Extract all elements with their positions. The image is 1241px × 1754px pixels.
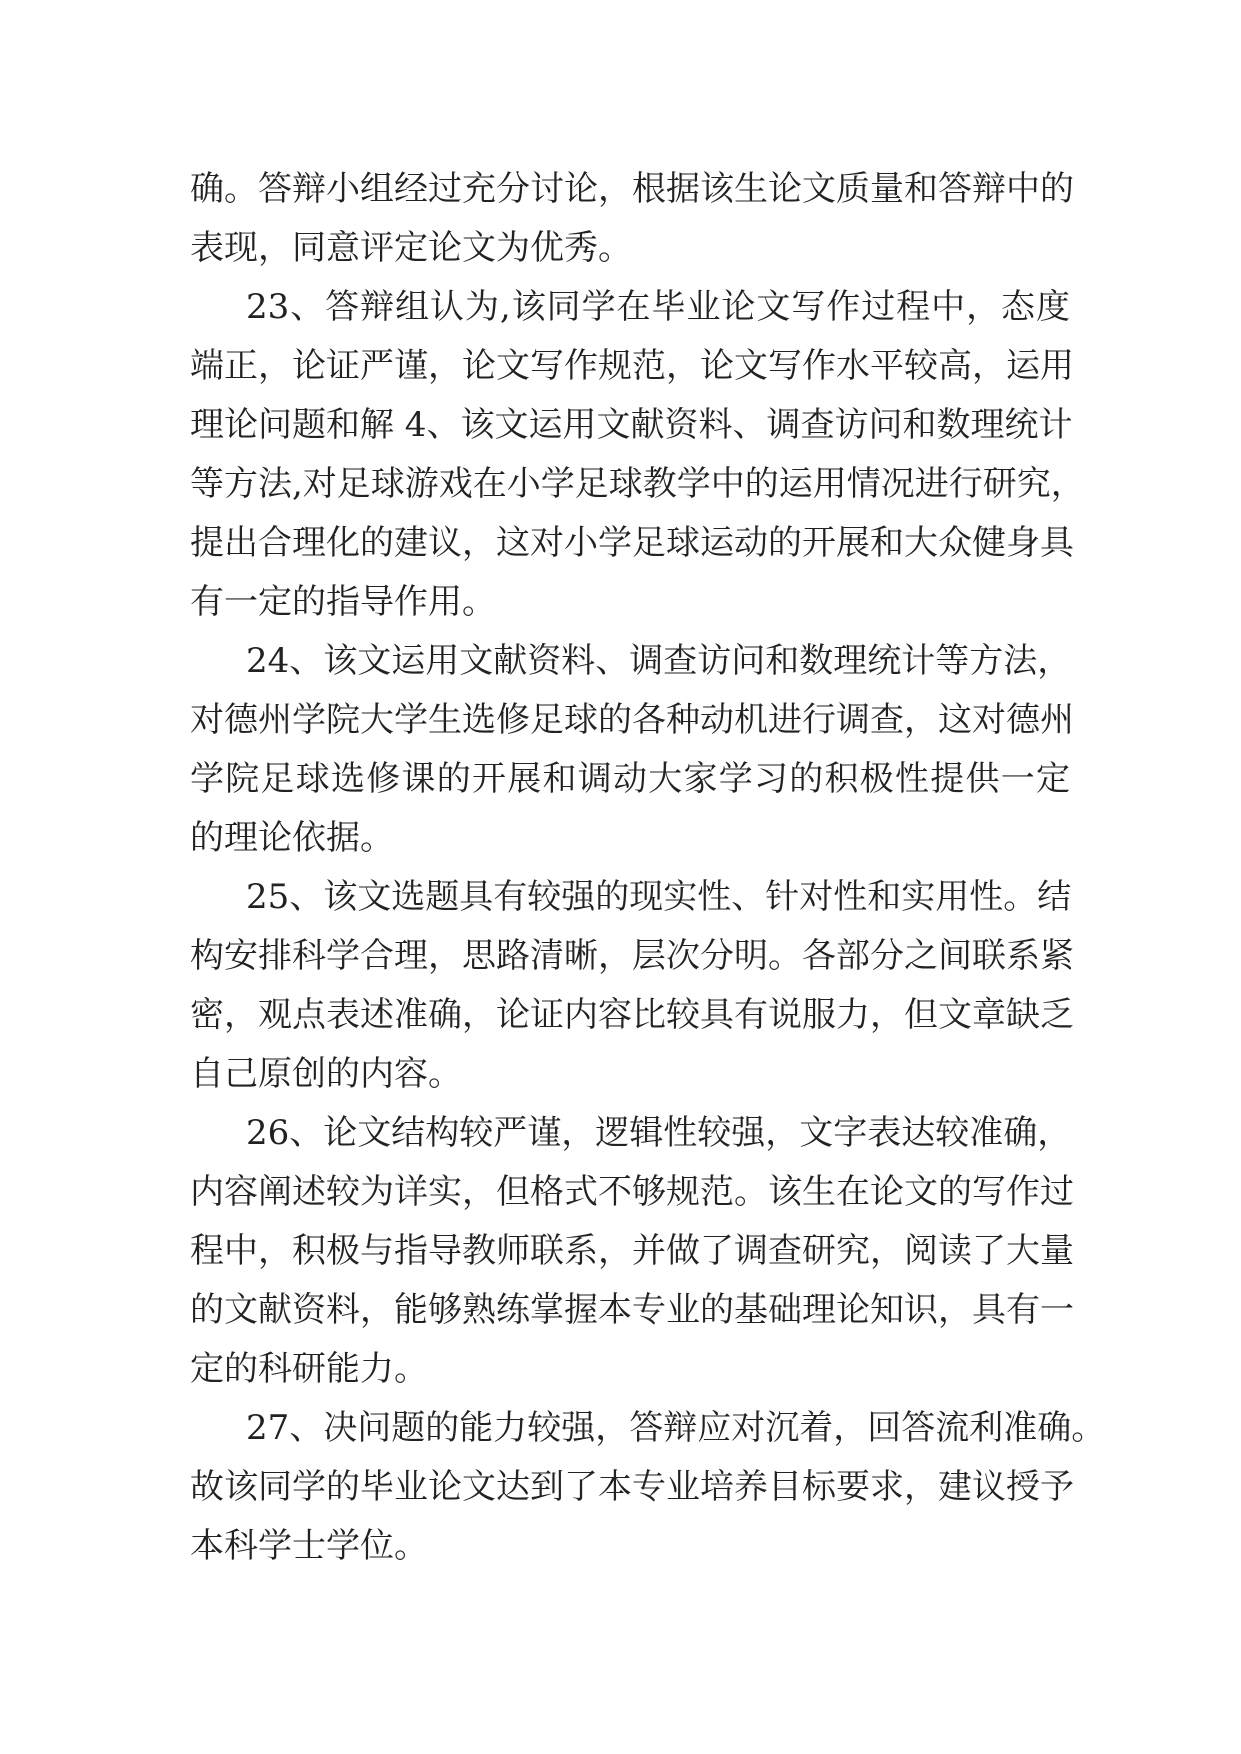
text-line: 确。答辩小组经过充分讨论，根据该生论文质量和答辩中的: [190, 169, 1074, 209]
text-line: 对德州学院大学生选修足球的各种动机进行调查，这对德州: [190, 700, 1074, 740]
text-line: 有一定的指导作用。: [190, 582, 496, 622]
text-line: 的文献资料，能够熟练掌握本专业的基础理论知识，具有一: [190, 1290, 1074, 1330]
text-line: 等方法,对足球游戏在小学足球教学中的运用情况进行研究，: [190, 464, 1085, 504]
paragraph-27: [190, 1399, 1106, 1576]
text-line: 自己原创的内容。: [190, 1054, 462, 1094]
text-line: 密，观点表述准确，论证内容比较具有说服力，但文章缺乏: [190, 995, 1074, 1035]
paragraph-26: [190, 1104, 1074, 1399]
text-line: 27、决问题的能力较强，答辩应对沉着，回答流利准确。: [246, 1408, 1106, 1448]
paragraph-23: [190, 278, 1085, 632]
text-line: 故该同学的毕业论文达到了本专业培养目标要求，建议授予: [190, 1467, 1074, 1507]
text-line: 端正，论证严谨，论文写作规范，论文写作水平较高，运用: [190, 346, 1074, 386]
text-line: 学院足球选修课的开展和调动大家学习的积极性提供一定: [190, 759, 1070, 799]
text-line: 25、该文选题具有较强的现实性、针对性和实用性。结: [246, 877, 1072, 917]
text-line: 定的科研能力。: [190, 1349, 428, 1389]
text-line: 理论问题和解 4、该文运用文献资料、调查访问和数理统计: [190, 405, 1073, 445]
text-line: 表现，同意评定论文为优秀。: [190, 228, 632, 268]
text-line: 程中，积极与指导教师联系，并做了调查研究，阅读了大量: [190, 1231, 1074, 1271]
text-line: 内容阐述较为详实，但格式不够规范。该生在论文的写作过: [190, 1172, 1074, 1212]
text-line: 24、该文运用文献资料、调查访问和数理统计等方法，: [246, 641, 1072, 681]
text-line: 26、论文结构较严谨，逻辑性较强，文字表达较准确，: [246, 1113, 1072, 1153]
paragraph-25: [190, 868, 1074, 1104]
paragraph-1: [190, 160, 1074, 278]
text-line: 的理论依据。: [190, 818, 394, 858]
text-line: 构安排科学合理，思路清晰，层次分明。各部分之间联系紧: [190, 936, 1074, 976]
paragraph-24: [190, 632, 1074, 868]
text-line: 提出合理化的建议，这对小学足球运动的开展和大众健身具: [190, 523, 1074, 563]
document-body: [190, 160, 1106, 1576]
text-line: 本科学士学位。: [190, 1526, 428, 1566]
text-line: 23、答辩组认为,该同学在毕业论文写作过程中，态度: [246, 287, 1070, 327]
